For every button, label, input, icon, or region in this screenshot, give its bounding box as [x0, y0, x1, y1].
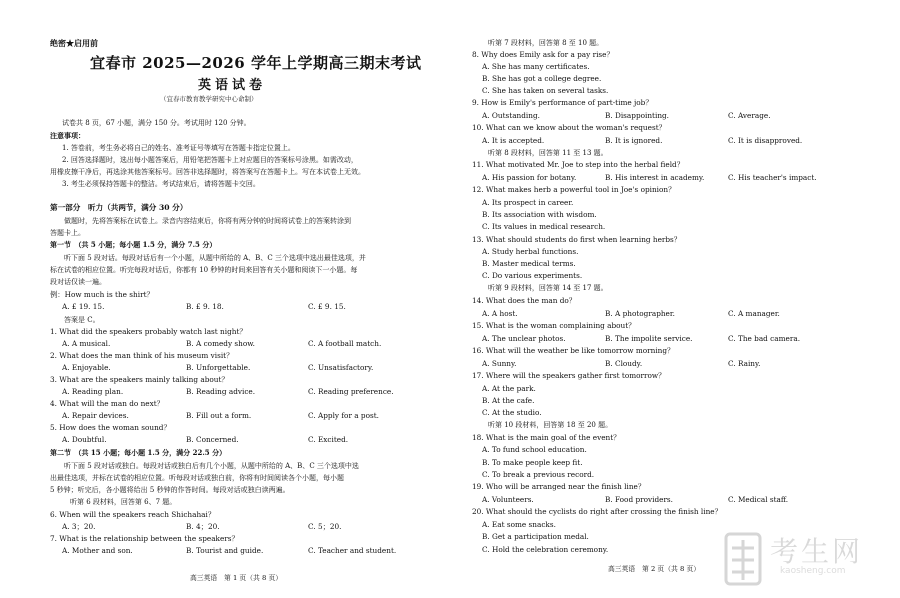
note-2b: 用橡皮擦干净后，再选涂其他答案标号。回答非选择题时，将答案写在答题卡上。写在本试卷上无效。 [50, 168, 365, 176]
q5-option-b: B. Concerned. [186, 435, 239, 444]
q12-option-b: B. Its association with wisdom. [482, 210, 597, 219]
q20-option-b: B. Get a participation medal. [482, 532, 589, 541]
q8-option-c: C. She has taken on several tasks. [482, 86, 609, 95]
q13-option-c: C. Do various experiments. [482, 271, 583, 280]
q20-option-c: C. Hold the celebration ceremony. [482, 545, 609, 554]
example-answer: 答案是 C。 [64, 316, 100, 324]
section1-directions-3: 段对话仅读一遍。 [50, 278, 106, 286]
exam-title: 宜春市 2025—2026 学年上学期高三期末考试 [90, 54, 422, 72]
q4-option-c: C. Apply for a post. [308, 411, 379, 420]
q11-option-a: A. His passion for botany. [482, 173, 577, 182]
q6-option-c: C. 5；20. [308, 522, 342, 531]
q5-option-a: A. Doubtful. [62, 435, 107, 444]
q2-option-c: C. Unsatisfactory. [308, 363, 374, 372]
watermark-domain: kaosheng.com [780, 566, 846, 576]
question-2: 2. What does the man think of his museum visit？ [50, 351, 234, 360]
note-3: 3. 考生必须保持答题卡的整洁。考试结束后，请将答题卡交回。 [62, 180, 260, 188]
q19-option-a: A. Volunteers. [482, 495, 534, 504]
question-10: 10. What can we know about the woman's request？ [472, 123, 666, 132]
confidential-mark: 绝密★启用前 [50, 38, 98, 48]
note-2a: 2. 回答选择题时，选出每小题答案后，用铅笔把答题卡上对应题目的答案标号涂黑。如需改动， [62, 156, 358, 164]
exam-info: 试卷共 8 页，67 小题，满分 150 分。考试用时 120 分钟。 [62, 119, 251, 127]
question-1: 1. What did the speakers probably watch last night？ [50, 327, 247, 336]
q5-option-c: C. Excited. [308, 435, 349, 444]
question-18: 18. What is the main goal of the event？ [472, 433, 621, 442]
right-page [472, 0, 852, 598]
q9-option-b: B. Disappointing. [605, 111, 670, 120]
q17-option-c: C. At the studio. [482, 408, 542, 417]
section2-directions-2: 出最佳选项，并标在试卷的相应位置。听每段对话或独白前，你将有时间阅读各个小题，每小题 [50, 474, 344, 482]
q7-option-c: C. Teacher and student. [308, 546, 397, 555]
q18-option-c: C. To break a previous record. [482, 470, 595, 479]
section1-directions-2: 标在试卷的相应位置。听完每段对话后，你都有 10 秒钟的时间来回答有关小题和阅读下一小题。每 [50, 266, 358, 274]
q11-option-b: B. His interest in academy. [605, 173, 705, 182]
q15-option-c: C. The bad camera. [728, 334, 801, 343]
material-6-note: 听第 6 段材料，回答第 6、7 题。 [70, 498, 177, 506]
example-option-b: B. £ 9. 18. [186, 302, 224, 311]
question-5: 5. How does the woman sound？ [50, 423, 171, 432]
part1-heading: 第一部分 听力（共两节，满分 30 分） [50, 203, 188, 212]
q17-option-b: B. At the cafe. [482, 396, 535, 405]
question-16: 16. What will the weather be like tomorrow morning？ [472, 346, 675, 355]
left-page [50, 0, 440, 598]
q12-option-c: C. Its values in medical research. [482, 222, 606, 231]
question-17: 17. Where will the speakers gather first tomorrow？ [472, 371, 666, 380]
q9-option-c: C. Average. [728, 111, 771, 120]
issuer-line: （宜春市教育教学研究中心命制） [160, 95, 258, 103]
note-1: 1. 答卷前，考生务必将自己的姓名、准考证号等填写在答题卡指定位置上。 [62, 144, 295, 152]
material-7-note: 听第 7 段材料，回答第 8 至 10 题。 [488, 39, 604, 47]
example-option-c: C. £ 9. 15. [308, 302, 346, 311]
q11-option-c: C. His teacher's impact. [728, 173, 817, 182]
q8-option-b: B. She has got a college degree. [482, 74, 602, 83]
q3-option-b: B. Reading advice. [186, 387, 256, 396]
example-question: 例：How much is the shirt？ [50, 290, 154, 299]
watermark-brand: 考生网 [770, 535, 864, 568]
question-9: 9. How is Emily's performance of part-time job？ [472, 98, 653, 107]
q9-option-a: A. Outstanding. [482, 111, 540, 120]
question-20: 20. What should the cyclists do right after crossing the finish line？ [472, 507, 722, 516]
question-4: 4. What will the man do next？ [50, 399, 164, 408]
q13-option-a: A. Study herbal functions. [482, 247, 579, 256]
q2-option-a: A. Enjoyable. [62, 363, 111, 372]
material-10-note: 听第 10 段材料，回答第 18 至 20 题。 [488, 421, 613, 429]
material-9-note: 听第 9 段材料，回答第 14 至 17 题。 [488, 284, 608, 292]
part1-intro-a: 做题时，先将答案标在试卷上。录音内容结束后，你将有两分钟的时间将试卷上的答案转涂到 [64, 217, 351, 225]
material-8-note: 听第 8 段材料，回答第 11 至 13 题。 [488, 149, 608, 157]
question-11: 11. What motivated Mr. Joe to step into the herbal field？ [472, 160, 685, 169]
q13-option-b: B. Master medical terms. [482, 259, 576, 268]
q10-option-b: B. It is ignored. [605, 136, 663, 145]
q7-option-b: B. Tourist and guide. [186, 546, 264, 555]
question-19: 19. Who will be arranged near the finish line？ [472, 482, 646, 491]
question-8: 8. Why does Emily ask for a pay rise？ [472, 50, 614, 59]
q15-option-b: B. The impolite service. [605, 334, 693, 343]
q10-option-c: C. It is disapproved. [728, 136, 803, 145]
section1-heading: 第一节 （共 5 小题；每小题 1.5 分，满分 7.5 分） [50, 240, 217, 249]
q6-option-b: B. 4；20. [186, 522, 220, 531]
q17-option-a: A. At the park. [482, 384, 536, 393]
q2-option-b: B. Unforgettable. [186, 363, 251, 372]
q6-option-a: A. 3；20. [62, 522, 96, 531]
notes-heading: 注意事项： [50, 131, 85, 140]
q14-option-a: A. A host. [482, 309, 518, 318]
page-footer-right: 高三英语 第 2 页（共 8 页） [608, 565, 701, 573]
q15-option-a: A. The unclear photos. [482, 334, 566, 343]
q14-option-c: C. A manager. [728, 309, 780, 318]
question-15: 15. What is the woman complaining about？ [472, 321, 636, 330]
q1-option-c: C. A football match. [308, 339, 382, 348]
question-14: 14. What does the man do？ [472, 296, 577, 305]
q4-option-a: A. Repair devices. [62, 411, 129, 420]
q10-option-a: A. It is accepted. [482, 136, 545, 145]
question-6: 6. When will the speakers reach Shichahai？ [50, 510, 216, 519]
q8-option-a: A. She has many certificates. [482, 62, 590, 71]
example-option-a: A. £ 19. 15. [62, 302, 105, 311]
page-footer-left: 高三英语 第 1 页（共 8 页） [190, 574, 283, 582]
section1-directions-1: 听下面 5 段对话。每段对话后有一个小题，从题中所给的 A、B、C 三个选项中选出最佳选项，并 [64, 254, 366, 262]
section2-heading: 第二节 （共 15 小题；每小题 1.5 分，满分 22.5 分） [50, 448, 227, 457]
q16-option-a: A. Sunny. [482, 359, 517, 368]
question-13: 13. What should students do first when learning herbs？ [472, 235, 682, 244]
q3-option-a: A. Reading plan. [62, 387, 124, 396]
q1-option-b: B. A comedy show. [186, 339, 255, 348]
q14-option-b: B. A photographer. [605, 309, 675, 318]
q12-option-a: A. Its prospect in career. [482, 198, 574, 207]
question-12: 12. What makes herb a powerful tool in Joe's opinion？ [472, 185, 676, 194]
q7-option-a: A. Mother and son. [62, 546, 133, 555]
q16-option-b: B. Cloudy. [605, 359, 643, 368]
q16-option-c: C. Rainy. [728, 359, 761, 368]
q3-option-c: C. Reading preference. [308, 387, 394, 396]
question-7: 7. What is the relationship between the speakers？ [50, 534, 239, 543]
q18-option-b: B. To make people keep fit. [482, 458, 583, 467]
subject-title: 英语试卷 [198, 78, 267, 93]
q4-option-b: B. Fill out a form. [186, 411, 252, 420]
part1-intro-b: 答题卡上。 [50, 229, 85, 237]
q19-option-b: B. Food providers. [605, 495, 673, 504]
question-3: 3. What are the speakers mainly talking about？ [50, 375, 229, 384]
q19-option-c: C. Medical staff. [728, 495, 789, 504]
q20-option-a: A. Eat some snacks. [482, 520, 556, 529]
q18-option-a: A. To fund school education. [482, 445, 587, 454]
section2-directions-1: 听下面 5 段对话或独白。每段对话或独白后有几个小题，从题中所给的 A、B、C 三个选项中选 [64, 462, 359, 470]
q1-option-a: A. A musical. [62, 339, 111, 348]
section2-directions-3: 5 秒钟；听完后，各小题将给出 5 秒钟的作答时间。每段对话或独白读两遍。 [50, 486, 290, 494]
